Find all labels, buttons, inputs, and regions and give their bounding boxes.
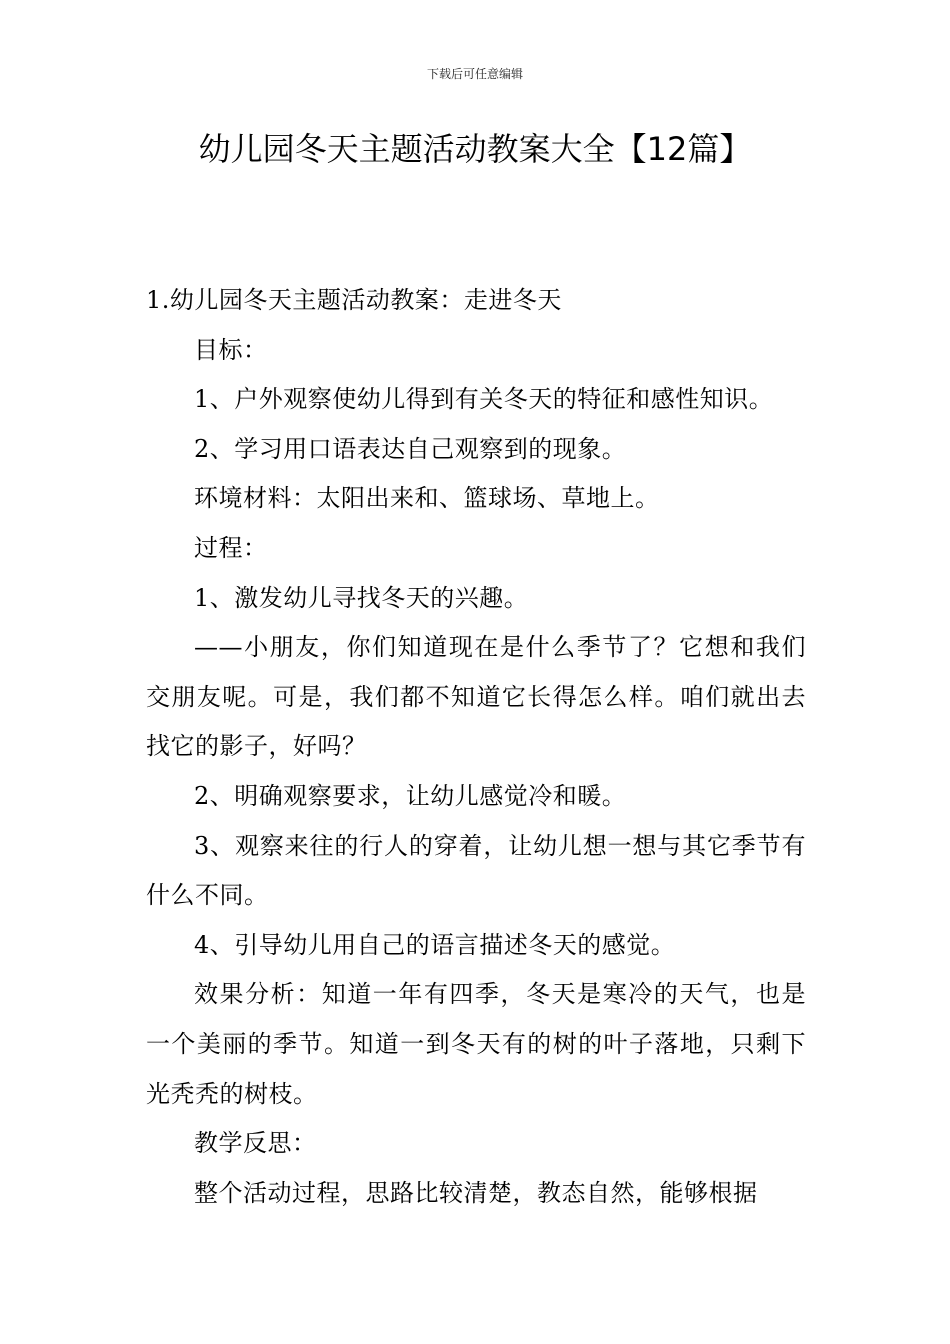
paragraph-process-label: 过程： — [194, 533, 268, 562]
paragraph-dialogue: ——小朋友，你们知道现在是什么季节了？它想和我们交朋友呢。可是，我们都不知道它长得怎么样。咱们就出去找它的影子，好吗？ — [146, 633, 806, 761]
paragraph-goal-label: 目标： — [194, 335, 268, 364]
paragraph-materials: 环境材料：太阳出来和、篮球场、草地上。 — [194, 484, 660, 513]
page-header-note: 下载后可任意编辑 — [426, 67, 523, 81]
section-heading: 1.幼儿园冬天主题活动教案：走进冬天 — [146, 286, 562, 314]
paragraph-goal-1: 1、户外观察使幼儿得到有关冬天的特征和感性知识。 — [194, 385, 774, 414]
paragraph-process-4: 4、引导幼儿用自己的语言描述冬天的感觉。 — [194, 930, 676, 959]
paragraph-process-2: 2、明确观察要求，让幼儿感觉冷和暖。 — [194, 781, 627, 810]
paragraph-process-3: 3、观察来往的行人的穿着，让幼儿想一想与其它季节有什么不同。 — [146, 831, 806, 910]
paragraph-reflection-label: 教学反思： — [194, 1129, 317, 1158]
document-body — [146, 276, 806, 1218]
paragraph-reflection-text: 整个活动过程，思路比较清楚，教态自然，能够根据 — [194, 1178, 758, 1207]
document-title: 幼儿园冬天主题活动教案大全【12篇】 — [198, 130, 752, 168]
paragraph-goal-2: 2、学习用口语表达自己观察到的现象。 — [194, 434, 627, 463]
paragraph-effect-analysis: 效果分析：知道一年有四季，冬天是寒冷的天气，也是一个美丽的季节。知道一到冬天有的树的叶子落地，只剩下光秃秃的树枝。 — [146, 980, 806, 1108]
paragraph-process-1: 1、激发幼儿寻找冬天的兴趣。 — [194, 583, 529, 612]
